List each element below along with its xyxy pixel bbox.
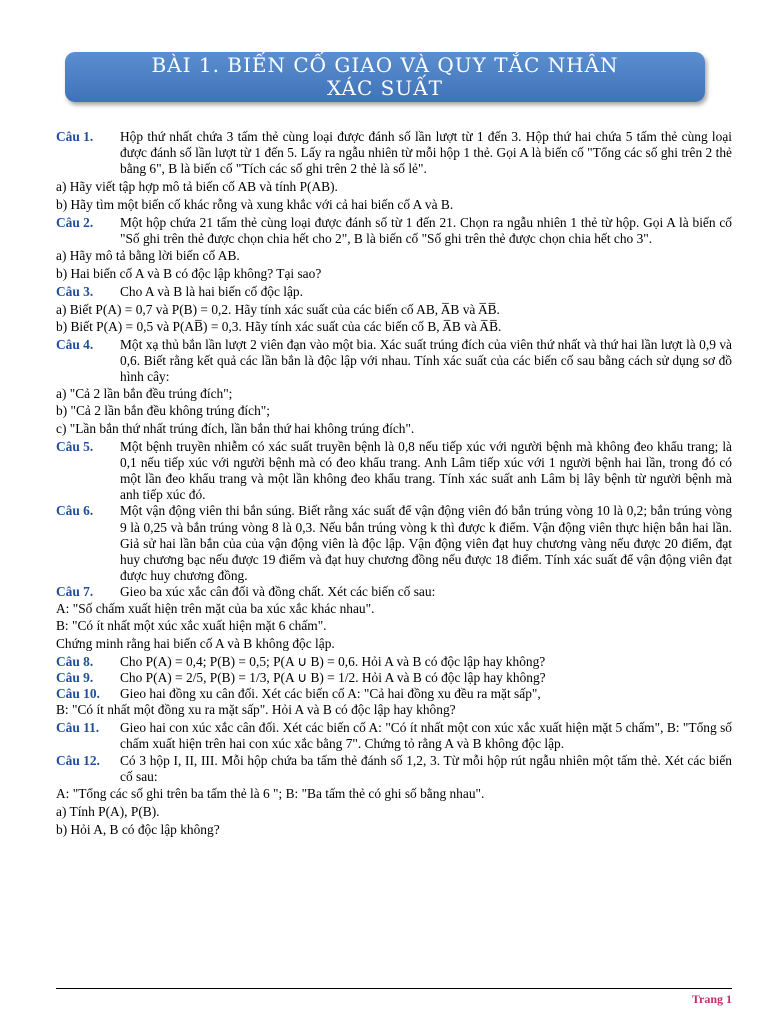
question-12-events: A: "Tổng các số ghi trên ba tấm thẻ là 6 "; B: "Ba tấm thẻ có ghi số bằng nhau". bbox=[56, 786, 485, 802]
question-4-part-b: b) "Cả 2 lần bắn đều không trúng đích"; bbox=[56, 403, 270, 419]
question-3 bbox=[56, 284, 732, 300]
question-label: Câu 1. bbox=[56, 129, 94, 144]
question-label: Câu 12. bbox=[56, 752, 100, 768]
question-11 bbox=[56, 720, 732, 752]
question-text: Cho P(A) = 2/5, P(B) = 1/3, P(A ∪ B) = 1/2. Hỏi A và B có độc lập hay không? bbox=[120, 670, 546, 685]
question-label: Câu 10. bbox=[56, 686, 100, 702]
question-text: Hộp thứ nhất chứa 3 tấm thẻ cùng loại được đánh số lần lượt từ 1 đến 3. Hộp thứ hai chứa 5 tấm thẻ cùng loại được đánh số lần lượt từ 1 đến 5. Lấy ra ngẫu nhiên từ mỗi hộp 1 thẻ. Gọi A là biến cố "Tổng các số ghi trên 2 thẻ bằng 6", B là biến cố "Tích các số ghi trên 2 thẻ là số lẻ". bbox=[120, 129, 732, 177]
question-4-part-c: c) "Lần bắn thứ nhất trúng đích, lần bắn thứ hai không trúng đích". bbox=[56, 420, 415, 436]
question-text: Gieo hai đồng xu cân đối. Xét các biến cố A: "Cả hai đồng xu đều ra mặt sấp", bbox=[120, 686, 541, 702]
question-label: Câu 11. bbox=[56, 720, 100, 736]
question-9 bbox=[56, 670, 732, 686]
question-7-event-b: B: "Có ít nhất một xúc xắc xuất hiện mặt 6 chấm". bbox=[56, 618, 327, 634]
question-1-part-b: b) Hãy tìm một biến cố khác rỗng và xung khắc với cả hai biến cố A và B. bbox=[56, 196, 454, 212]
question-12 bbox=[56, 753, 732, 785]
exercise-list bbox=[56, 129, 732, 840]
question-10-event-b: B: "Có ít nhất một đồng xu ra mặt sấp". Hỏi A và B có độc lập hay không? bbox=[56, 702, 456, 718]
question-2-part-b: b) Hai biến cố A và B có độc lập không? Tại sao? bbox=[56, 266, 322, 282]
question-2 bbox=[56, 215, 732, 247]
question-text: Có 3 hộp I, II, III. Mỗi hộp chứa ba tấm thẻ đánh số 1,2, 3. Từ mỗi hộp rút ngẫu nhiên một tấm thẻ. Xét các biến cố sau: bbox=[120, 752, 732, 784]
question-label: Câu 2. bbox=[56, 214, 94, 230]
question-5 bbox=[56, 439, 732, 504]
title-banner bbox=[65, 52, 705, 102]
question-label: Câu 3. bbox=[56, 283, 94, 299]
question-7-event-a: A: "Số chấm xuất hiện trên mặt của ba xúc xắc khác nhau". bbox=[56, 600, 375, 616]
question-1 bbox=[56, 129, 732, 178]
question-10 bbox=[56, 686, 732, 702]
footer-divider bbox=[56, 988, 732, 989]
title-line-1: BÀI 1. BIẾN CỐ GIAO VÀ QUY TẮC NHÂN bbox=[151, 53, 619, 77]
question-text: Gieo hai con xúc xắc cân đối. Xét các biến cố A: "Có ít nhất một con xúc xắc xuất hiện mặt 5 chấm", B: "Tổng số chấm xuất hiện trên hai con xúc xắc bằng 7". Chứng tỏ rằng A và B không độc lập. bbox=[120, 720, 732, 752]
question-12-part-b: b) Hỏi A, B có độc lập không? bbox=[56, 821, 220, 837]
question-1-part-a: a) Hãy viết tập hợp mô tả biến cố AB và tính P(AB). bbox=[56, 179, 338, 195]
question-8 bbox=[56, 654, 732, 670]
question-7 bbox=[56, 584, 732, 600]
question-12-part-a: a) Tính P(A), P(B). bbox=[56, 804, 160, 820]
question-7-prove: Chứng minh rằng hai biến cố A và B không độc lập. bbox=[56, 636, 335, 652]
question-text: Một vận động viên thi bắn súng. Biết rằng xác suất để vận động viên đó bắn trúng vòng 10 là 0,2; bắn trúng vòng 9 là 0,25 và bắn trúng vòng 8 là 0,3. Nếu bắn trúng vòng k thì được k điểm. Vận động viên thực hiện bắn hai lần. Giả sử hai lần bắn của của vận động viên là độc lập. Vận động viên đạt huy chương vàng nếu được 20 điểm, đạt huy chương bạc nếu được 19 điểm và đạt huy chương đồng nếu được 18 điểm. Tính xác suất để vận động viên đạt được huy chương đồng. bbox=[120, 503, 732, 584]
question-3-part-a: a) Biết P(A) = 0,7 và P(B) = 0,2. Hãy tính xác suất của các biến cố AB, A̅B và A̅B̅. bbox=[56, 301, 500, 317]
question-label: Câu 6. bbox=[56, 503, 94, 519]
question-text: Một bệnh truyền nhiễm có xác suất truyền bệnh là 0,8 nếu tiếp xúc với người bệnh mà không đeo khẩu trang; là 0,1 nếu tiếp xúc với người bệnh mà có đeo khẩu trang. Anh Lâm tiếp xúc với 1 người bệnh hai lần, trong đó có một lần đeo khẩu trang và một lần không đeo khẩu trang. Tính xác suất anh Lâm bị lây bệnh từ người bệnh mà anh tiếp xúc đó. bbox=[120, 438, 732, 503]
question-4 bbox=[56, 337, 732, 386]
question-text: Một hộp chứa 21 tấm thẻ cùng loại được đánh số từ 1 đến 21. Chọn ra ngẫu nhiên 1 thẻ từ hộp. Gọi A là biến cố "Số ghi trên thẻ được chọn chia hết cho 2", B là biến cố "Số ghi trên thẻ được chọn chia hết cho 3". bbox=[120, 214, 732, 246]
question-label: Câu 9. bbox=[56, 670, 94, 685]
title-line-2: XÁC SUẤT bbox=[327, 76, 443, 100]
question-text: Cho A và B là hai biến cố độc lập. bbox=[120, 283, 303, 299]
question-label: Câu 4. bbox=[56, 336, 94, 352]
question-label: Câu 7. bbox=[56, 584, 94, 600]
question-4-part-a: a) "Cả 2 lần bắn đều trúng đích"; bbox=[56, 385, 233, 401]
question-6 bbox=[56, 503, 732, 584]
question-label: Câu 5. bbox=[56, 438, 94, 454]
question-text: Một xạ thủ bắn lần lượt 2 viên đạn vào một bia. Xác suất trúng đích của viên thứ nhất và thứ hai lần lượt là 0,9 và 0,6. Biết rằng kết quả các lần bắn là độc lập với nhau. Tính xác suất của các biến cố sau bằng cách sử dụng sơ đồ hình cây: bbox=[120, 336, 732, 385]
question-3-part-b: b) Biết P(A) = 0,5 và P(AB̅) = 0,3. Hãy tính xác suất của các biến cố B, A̅B và A̅B̅. bbox=[56, 319, 502, 335]
page-number: Trang 1 bbox=[691, 992, 732, 1006]
question-2-part-a: a) Hãy mô tả bằng lời biến cố AB. bbox=[56, 248, 240, 264]
question-text: Gieo ba xúc xắc cân đối và đồng chất. Xét các biến cố sau: bbox=[120, 584, 436, 600]
question-text: Cho P(A) = 0,4; P(B) = 0,5; P(A ∪ B) = 0,6. Hỏi A và B có độc lập hay không? bbox=[120, 653, 546, 669]
question-label: Câu 8. bbox=[56, 653, 94, 669]
